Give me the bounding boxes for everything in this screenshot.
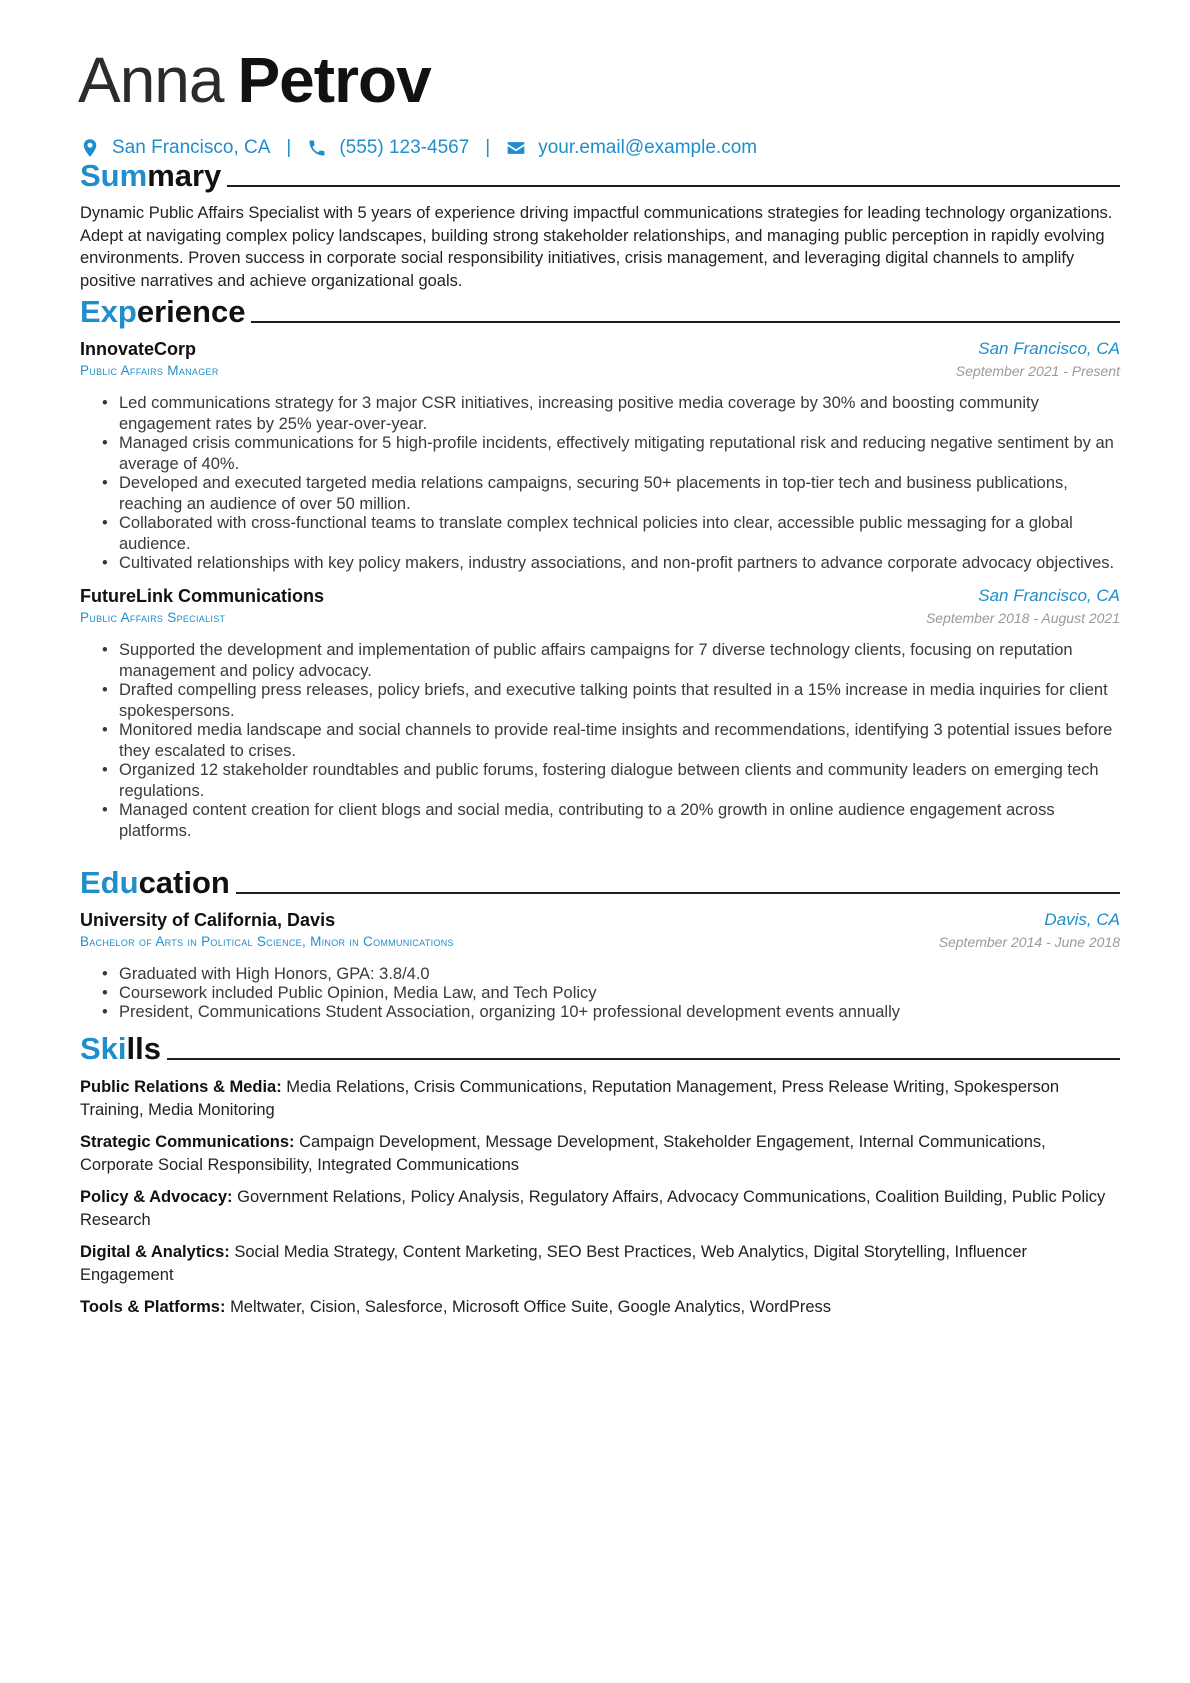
section-divider	[251, 321, 1120, 323]
education-dates: September 2014 - June 2018	[938, 934, 1120, 950]
list-item: • Led communications strategy for 3 major CSR initiatives, increasing positive media coverage by 30% and boosting community engagement rates by 25% year-over-year.	[80, 393, 1120, 435]
list-item: • Coursework included Public Opinion, Media Law, and Tech Policy	[80, 983, 1120, 1004]
job-bullets	[80, 393, 1120, 574]
skill-category: Policy & Advocacy:	[80, 1188, 233, 1206]
education-section	[80, 861, 1120, 1021]
school-name: University of California, Davis	[80, 910, 336, 930]
job-location: San Francisco, CA	[978, 586, 1120, 605]
job-dates: September 2018 - August 2021	[925, 610, 1120, 626]
job-title: Public Affairs Specialist	[80, 610, 226, 625]
section-divider	[227, 185, 1120, 187]
job-title: Public Affairs Manager	[80, 363, 219, 378]
summary-text: Dynamic Public Affairs Specialist with 5 years of experience driving impactful communications strategies for leading technology organizations. Adept at navigating complex policy landscapes, building strong stakeholder relationships, and managing public perception in rapidly evolving environments. Proven success in corporate social responsibility initiatives, crisis management, and leveraging digital channels to amplify positive narratives and achieve organizational goals.	[80, 204, 1113, 290]
experience-heading	[80, 290, 1120, 330]
skill-group	[80, 1076, 1120, 1121]
school-location: Davis, CA	[1044, 910, 1120, 929]
section-title: Experience	[80, 294, 246, 329]
list-item: • Cultivated relationships with key policy makers, industry associations, and non-profit partners to advance corporate advocacy objectives.	[80, 553, 1120, 574]
skill-category: Public Relations & Media:	[80, 1078, 282, 1096]
experience-section	[80, 290, 1120, 840]
contact-separator: |	[485, 137, 491, 158]
degree: Bachelor of Arts in Political Science, Minor in Communications	[80, 934, 454, 949]
list-item: • Collaborated with cross-functional teams to translate complex technical policies into clear, accessible public messaging for a global audience.	[80, 513, 1120, 555]
list-item: • Managed crisis communications for 5 high-profile incidents, effectively mitigating reputational risk and reducing negative sentiment by an average of 40%.	[80, 433, 1120, 475]
skill-category: Tools & Platforms:	[80, 1298, 226, 1316]
section-title: Skills	[80, 1031, 161, 1066]
list-item: • Developed and executed targeted media relations campaigns, securing 50+ placements in top-tier tech and business publications, reaching an audience of over 50 million.	[80, 473, 1120, 515]
job-company: FutureLink Communications	[80, 586, 325, 606]
skill-items: Media Relations, Crisis Communications, Reputation Management, Press Release Writing, Spokesperson Training, Media Monitoring	[80, 1078, 1060, 1119]
skill-category: Digital & Analytics:	[80, 1243, 230, 1261]
skill-group	[80, 1186, 1120, 1231]
list-item: • Graduated with High Honors, GPA: 3.8/4.0	[80, 964, 1120, 985]
job-location: San Francisco, CA	[978, 339, 1120, 358]
email-link[interactable]: your.email@example.com	[538, 137, 758, 158]
candidate-name	[78, 40, 431, 120]
phone-text: (555) 123-4567	[339, 137, 470, 158]
summary-section	[80, 154, 1120, 292]
first-name: Anna	[78, 44, 224, 116]
skill-group	[80, 1131, 1120, 1176]
job-bullets	[80, 640, 1120, 842]
contact-separator: |	[286, 137, 292, 158]
job-entry	[80, 337, 1120, 574]
summary-heading	[80, 154, 1120, 194]
list-item: • Supported the development and implementation of public affairs campaigns for 7 diverse technology clients, focusing on reputation management and policy advocacy.	[80, 640, 1120, 682]
skill-items: Government Relations, Policy Analysis, Regulatory Affairs, Advocacy Communications, Coalition Building, Public Policy Research	[80, 1188, 1106, 1229]
job-company: InnovateCorp	[80, 339, 197, 359]
skill-items: Social Media Strategy, Content Marketing, SEO Best Practices, Web Analytics, Digital Storytelling, Influencer Engagement	[80, 1243, 1028, 1284]
education-bullets	[80, 964, 1120, 1023]
skill-group	[80, 1241, 1120, 1286]
list-item: • Organized 12 stakeholder roundtables and public forums, fostering dialogue between clients and community leaders on emerging tech regulations.	[80, 760, 1120, 802]
section-title: Education	[80, 865, 230, 900]
last-name: Petrov	[237, 44, 431, 116]
education-heading	[80, 861, 1120, 901]
list-item: • Drafted compelling press releases, policy briefs, and executive talking points that resulted in a 15% increase in media inquiries for client spokespersons.	[80, 680, 1120, 722]
list-item: • President, Communications Student Association, organizing 10+ professional development events annually	[80, 1002, 1120, 1023]
location-text: San Francisco, CA	[112, 137, 271, 158]
job-dates: September 2021 - Present	[955, 363, 1120, 379]
section-divider	[167, 1058, 1120, 1060]
job-entry	[80, 584, 1120, 842]
education-entry	[80, 908, 1120, 1023]
skills-list	[80, 1076, 1120, 1319]
skills-section	[80, 1027, 1120, 1329]
list-item: • Monitored media landscape and social channels to provide real-time insights and recommendations, identifying 3 potential issues before they escalated to crises.	[80, 720, 1120, 762]
skill-items: Meltwater, Cision, Salesforce, Microsoft Office Suite, Google Analytics, WordPress	[230, 1298, 832, 1316]
list-item: • Managed content creation for client blogs and social media, contributing to a 20% growth in online audience engagement across platforms.	[80, 800, 1120, 842]
skill-items: Campaign Development, Message Development, Stakeholder Engagement, Internal Communications, Corporate Social Responsibility, Integrated Communications	[80, 1133, 1046, 1174]
section-divider	[236, 892, 1120, 894]
skill-group	[80, 1296, 1120, 1319]
section-title: Summary	[80, 158, 222, 193]
skills-heading	[80, 1027, 1120, 1067]
skill-category: Strategic Communications:	[80, 1133, 295, 1151]
